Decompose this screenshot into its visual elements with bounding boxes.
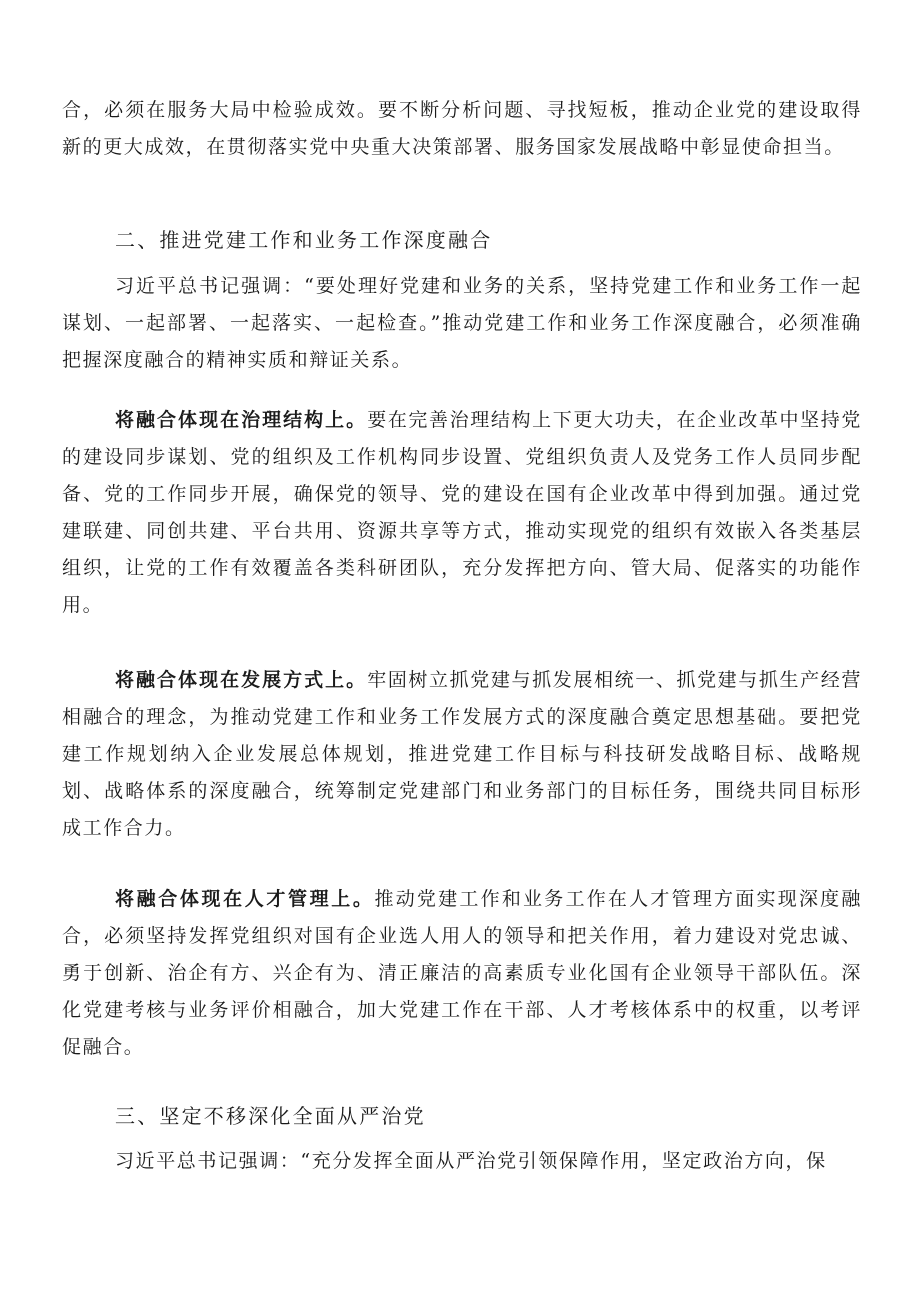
paragraph-talent <box>62 881 862 1066</box>
paragraph-quote-two: 习近平总书记强调：“要处理好党建和业务的关系，坚持党建工作和业务工作一起谋划、一起部署、一起落实、一起检查。”推动党建工作和业务工作深度融合，必须准确把握深度融合的精神实质和辩证关系。 <box>62 275 862 371</box>
paragraph-quote-three: 习近平总书记强调：“充分发挥全面从严治党引领保障作用，坚定政治方向，保 <box>115 1150 827 1172</box>
section-heading-two: 二、推进党建工作和业务工作深度融合 <box>115 228 493 252</box>
paragraph-body-talent: 推动党建工作和业务工作在人才管理方面实现深度融合，必须坚持发挥党组织对国有企业选人用人的领导和把关作用，着力建设对党忠诚、勇于创新、治企有方、兴企有为、清正廉洁的高素质专业化国有企业领导干部队伍。深化党建考核与业务评价相融合，加大党建工作在干部、人才考核体系中的权重，以考评促融合。 <box>62 888 862 1058</box>
paragraph-lead-development: 将融合体现在发展方式上。 <box>115 669 368 691</box>
paragraph-lead-governance: 将融合体现在治理结构上。 <box>115 409 368 431</box>
paragraph-development <box>62 662 862 847</box>
paragraph-continuation: 合，必须在服务大局中检验成效。要不断分析问题、寻找短板，推动企业党的建设取得新的更大成效，在贯彻落实党中央重大决策部署、服务国家发展战略中彰显使命担当。 <box>62 99 862 158</box>
paragraph-governance <box>62 402 862 624</box>
paragraph-lead-talent: 将融合体现在人才管理上。 <box>115 888 375 910</box>
paragraph-body-governance: 要在完善治理结构上下更大功夫，在企业改革中坚持党的建设同步谋划、党的组织及工作机构同步设置、党组织负责人及党务工作人员同步配备、党的工作同步开展，确保党的领导、党的建设在国有企业改革中得到加强。通过党建联建、同创共建、平台共用、资源共享等方式，推动实现党的组织有效嵌入各类基层组织，让党的工作有效覆盖各类科研团队，充分发挥把方向、管大局、促落实的功能作用。 <box>62 409 862 616</box>
section-heading-three: 三、坚定不移深化全面从严治党 <box>115 1104 426 1128</box>
paragraph-body-development: 牢固树立抓党建与抓发展相统一、抓党建与抓生产经营相融合的理念，为推动党建工作和业务工作发展方式的深度融合奠定思想基础。要把党建工作规划纳入企业发展总体规划，推进党建工作目标与科技研发战略目标、战略规划、战略体系的深度融合，统筹制定党建部门和业务部门的目标任务，围绕共同目标形成工作合力。 <box>62 669 862 839</box>
